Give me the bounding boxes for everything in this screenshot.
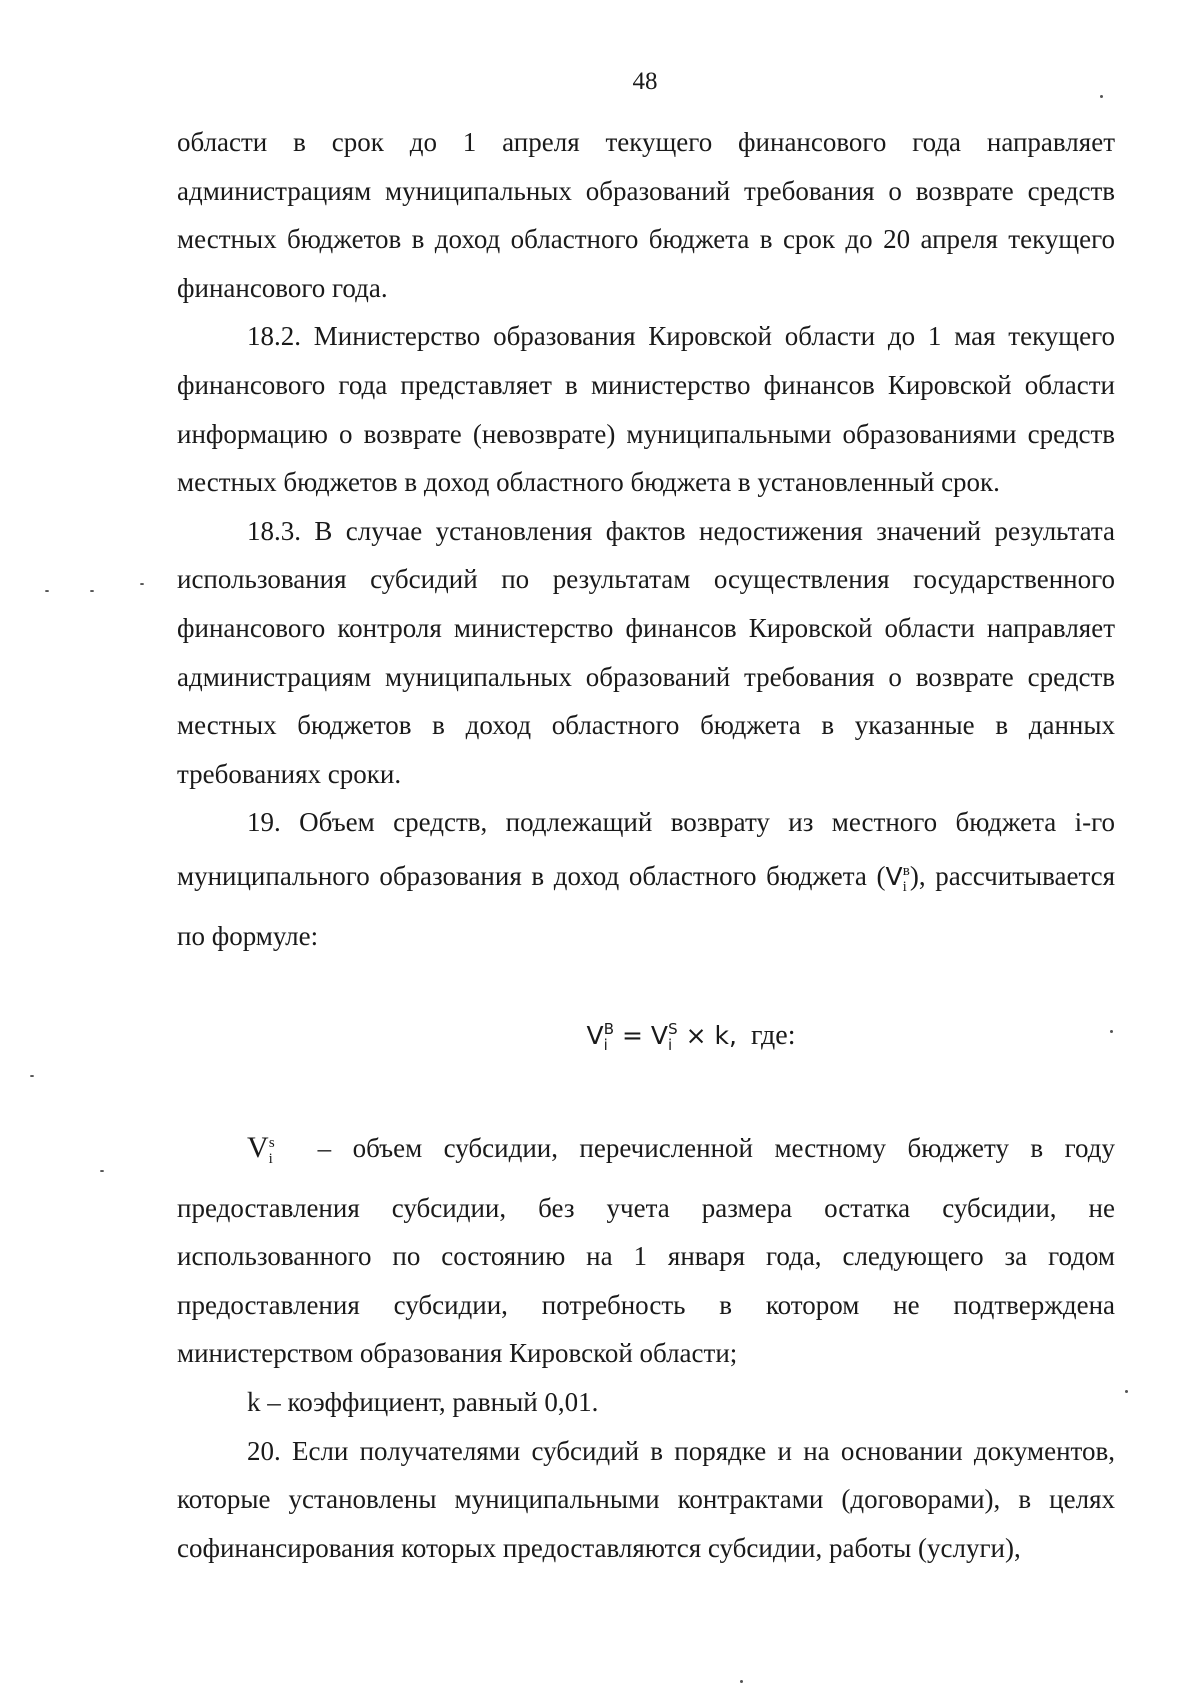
paragraph-18-3: 18.3. В случае установления фактов недостижения значений результата использования субсидий по результатам осуществления государственного финансового контроля министерство финансов Кировской области направляет администрациям муниципальных образований требования о возврате средств местных бюджетов в доход областного бюджета в указанные в данных требованиях сроки.	[177, 515, 1115, 789]
scan-speck	[740, 1680, 743, 1683]
scan-speck	[1100, 95, 1103, 98]
definition-v-i-s: $V_i^s$ – объем субсидии, перечисленной местному бюджету в году предоставления субсидии, без учета размера остатка субсидии, не использованного по состоянию на 1 января года, следующего за годом предоставления субсидии, потребность в котором не подтверждена министерством образования Кировской области;	[177, 1131, 1116, 1369]
page-number: 48	[632, 68, 658, 95]
scan-speck	[140, 583, 144, 585]
scan-speck	[1110, 1030, 1113, 1033]
paragraph-continuation: области в срок до 1 апреля текущего финансового года направляет администрациям муниципальных образований требования о возврате средств местных бюджетов в доход областного бюджета в срок до 20 апреля текущего финансового года.	[177, 127, 1115, 303]
paragraph-19	[177, 798, 1115, 960]
paragraph-19-end: рассчитывается по формуле:	[177, 860, 1116, 951]
formula: $V_i^B = V_i^S \times k$, где:	[586, 1020, 796, 1055]
definition-k: k – коэффициент, равный 0,01.	[247, 1387, 599, 1418]
scan-speck	[90, 590, 94, 592]
paragraph-19-text: 19. Объем средств, подлежащий возврату из местного бюджета i-го муниципального образования в доход областного бюджета	[177, 807, 1115, 891]
document-body	[177, 118, 1115, 1572]
scan-speck	[45, 590, 49, 592]
scan-speck	[100, 1170, 104, 1172]
paragraph-20: 20. Если получателями субсидий в порядке и на основании документов, которые установлены муниципальными контрактами (договорами), в целях софинансирования которых предоставляются субсидии, работы (услуги),	[177, 1435, 1115, 1563]
inline-symbol-v-i-b: $(V_i^в)$,	[876, 860, 926, 895]
paragraph-18-2: 18.2. Министерство образования Кировской области до 1 мая текущего финансового года представляет в министерство финансов Кировской области информацию о возврате (невозврате) муниципальными образованиями средств местных бюджетов в доход областного бюджета в установленный срок.	[177, 321, 1115, 498]
scan-speck	[30, 1075, 34, 1077]
scan-speck	[1125, 1390, 1128, 1393]
